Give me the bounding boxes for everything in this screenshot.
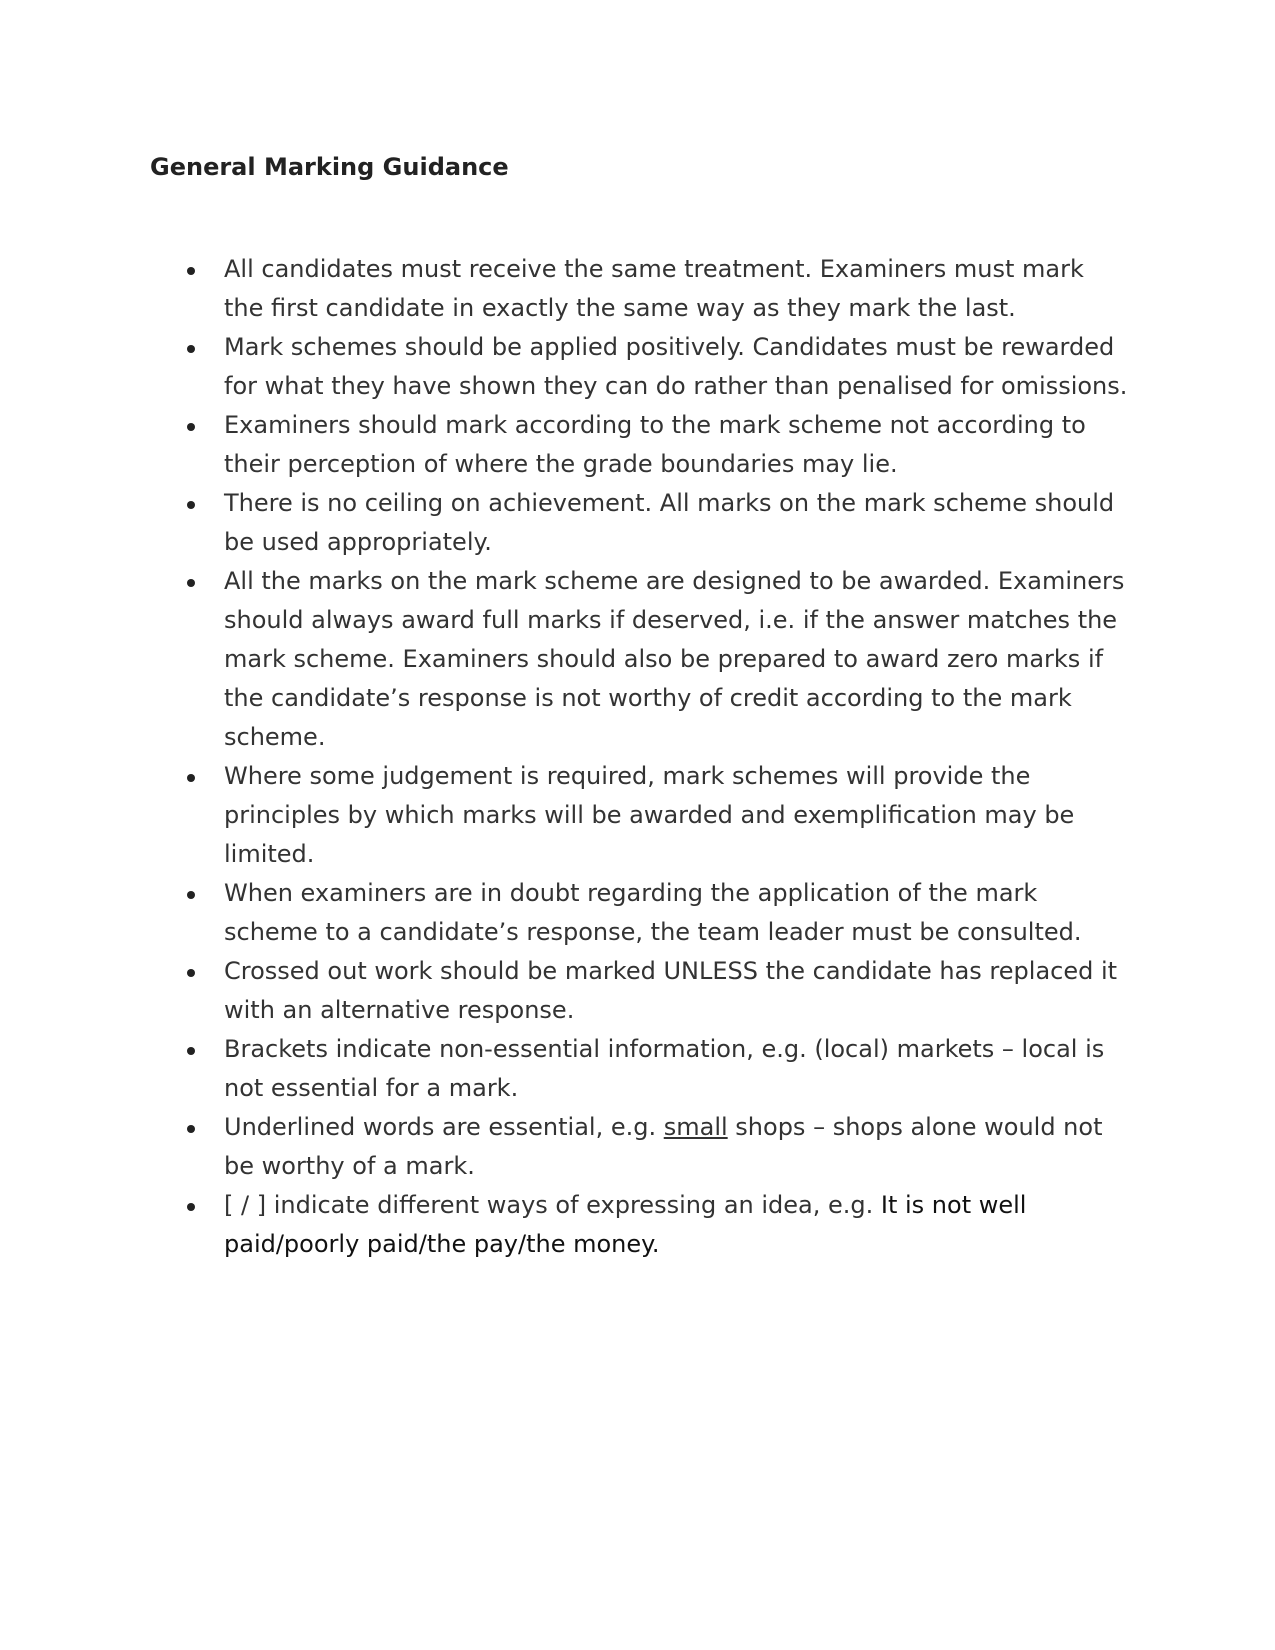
list-item-text: Where some judgement is required, mark schemes will provide the principles by which marks will be awarded and exemplification may be limited.	[224, 762, 1075, 868]
example-text: It is not well paid/poorly paid/the pay/the money.	[224, 1191, 1027, 1258]
bullet-icon	[187, 1047, 195, 1055]
list-item-text: Examiners should mark according to the mark scheme not according to their perception of where the grade boundaries may lie.	[224, 411, 1086, 478]
list-item	[150, 406, 1130, 484]
guidance-list	[150, 250, 1130, 1264]
list-item	[150, 328, 1130, 406]
list-item	[150, 874, 1130, 952]
list-item	[150, 484, 1130, 562]
page-title: General Marking Guidance	[150, 153, 509, 181]
bullet-icon	[187, 774, 195, 782]
list-item	[150, 1030, 1130, 1108]
list-item-text: Crossed out work should be marked UNLESS the candidate has replaced it with an alternative response.	[224, 957, 1118, 1024]
list-item-text: There is no ceiling on achievement. All marks on the mark scheme should be used appropriately.	[224, 489, 1115, 556]
bullet-icon	[187, 579, 195, 587]
list-item	[150, 952, 1130, 1030]
list-item	[150, 562, 1130, 757]
list-item	[150, 1186, 1130, 1264]
list-item	[150, 757, 1130, 874]
bullet-icon	[187, 891, 195, 899]
underlined-word: small	[663, 1113, 728, 1141]
bullet-icon	[187, 267, 195, 275]
list-item-text: All candidates must receive the same treatment. Examiners must mark the first candidate in exactly the same way as they mark the last.	[224, 255, 1084, 322]
list-item	[150, 250, 1130, 328]
list-item-text: All the marks on the mark scheme are designed to be awarded. Examiners should always award full marks if deserved, i.e. if the answer matches the mark scheme. Examiners should also be prepared to award zero marks if the candidate’s response is not worthy of credit according to the mark scheme.	[224, 567, 1125, 751]
bullet-icon	[187, 1203, 195, 1211]
bullet-icon	[187, 345, 195, 353]
bullet-icon	[187, 423, 195, 431]
bullet-icon	[187, 969, 195, 977]
list-item-text-prefix: Underlined words are essential, e.g.	[224, 1113, 664, 1141]
list-item-text: Mark schemes should be applied positively. Candidates must be rewarded for what they have shown they can do rather than penalised for omissions.	[224, 333, 1128, 400]
list-item-text-prefix: [ / ] indicate different ways of expressing an idea, e.g.	[224, 1191, 881, 1219]
list-item-text: Brackets indicate non-essential information, e.g. (local) markets – local is not essential for a mark.	[224, 1035, 1105, 1102]
bullet-icon	[187, 501, 195, 509]
list-item-text: When examiners are in doubt regarding the application of the mark scheme to a candidate’s response, the team leader must be consulted.	[224, 879, 1082, 946]
bullet-icon	[187, 1125, 195, 1133]
list-item-text-suffix: shops – shops alone would not be worthy of a mark.	[224, 1113, 1103, 1180]
list-item	[150, 1108, 1130, 1186]
